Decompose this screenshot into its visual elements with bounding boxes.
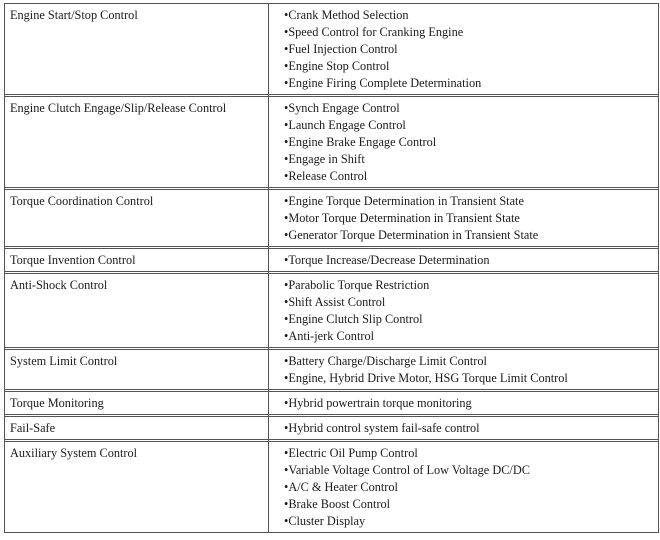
function-details <box>269 249 659 272</box>
list-item: •Variable Voltage Control of Low Voltage DC/DC <box>284 463 530 477</box>
function-name: Fail-Safe <box>5 417 269 440</box>
list-item: •Crank Method Selection <box>284 8 409 22</box>
list-item: •Speed Control for Cranking Engine <box>284 25 464 39</box>
function-name: Engine Start/Stop Control <box>5 4 269 95</box>
list-item: •Engage in Shift <box>284 152 365 166</box>
function-name: Torque Coordination Control <box>5 190 269 247</box>
control-functions-table <box>4 3 659 533</box>
table-row <box>5 274 659 348</box>
function-details <box>269 97 659 188</box>
list-item: •Anti-jerk Control <box>284 329 375 343</box>
list-item: •Engine Brake Engage Control <box>284 135 437 149</box>
function-details <box>269 190 659 247</box>
function-name: Anti-Shock Control <box>5 274 269 348</box>
list-item: •Torque Increase/Decrease Determination <box>284 253 490 267</box>
list-item: •Engine Stop Control <box>284 59 390 73</box>
list-item: •Fuel Injection Control <box>284 42 398 56</box>
list-item: •Generator Torque Determination in Transient State <box>284 228 539 242</box>
table-row <box>5 4 659 95</box>
list-item: •Engine, Hybrid Drive Motor, HSG Torque Limit Control <box>284 371 568 385</box>
list-item: •Engine Firing Complete Determination <box>284 76 482 90</box>
function-name: Torque Invention Control <box>5 249 269 272</box>
list-item: •Motor Torque Determination in Transient State <box>284 211 520 225</box>
function-details <box>269 350 659 390</box>
function-details <box>269 417 659 440</box>
list-item: •Hybrid powertrain torque monitoring <box>284 396 472 410</box>
table-row <box>5 417 659 440</box>
function-name: Auxiliary System Control <box>5 442 269 533</box>
list-item: •Cluster Display <box>284 514 366 528</box>
function-name: Torque Monitoring <box>5 392 269 415</box>
list-item: •Engine Clutch Slip Control <box>284 312 423 326</box>
list-item: •Parabolic Torque Restriction <box>284 278 430 292</box>
table-row <box>5 190 659 247</box>
function-details <box>269 442 659 533</box>
list-item: •Synch Engage Control <box>284 101 400 115</box>
table-row <box>5 97 659 188</box>
table-row <box>5 350 659 390</box>
table-row <box>5 442 659 533</box>
function-details <box>269 4 659 95</box>
list-item: •Launch Engage Control <box>284 118 406 132</box>
list-item: •Electric Oil Pump Control <box>284 446 418 460</box>
table-row <box>5 249 659 272</box>
list-item: •Brake Boost Control <box>284 497 391 511</box>
function-name: System Limit Control <box>5 350 269 390</box>
function-name: Engine Clutch Engage/Slip/Release Control <box>5 97 269 188</box>
function-details <box>269 274 659 348</box>
list-item: •Shift Assist Control <box>284 295 386 309</box>
table-row <box>5 392 659 415</box>
list-item: •A/C & Heater Control <box>284 480 398 494</box>
function-details <box>269 392 659 415</box>
list-item: •Release Control <box>284 169 368 183</box>
list-item: •Hybrid control system fail-safe control <box>284 421 480 435</box>
list-item: •Engine Torque Determination in Transient State <box>284 194 524 208</box>
list-item: •Battery Charge/Discharge Limit Control <box>284 354 487 368</box>
